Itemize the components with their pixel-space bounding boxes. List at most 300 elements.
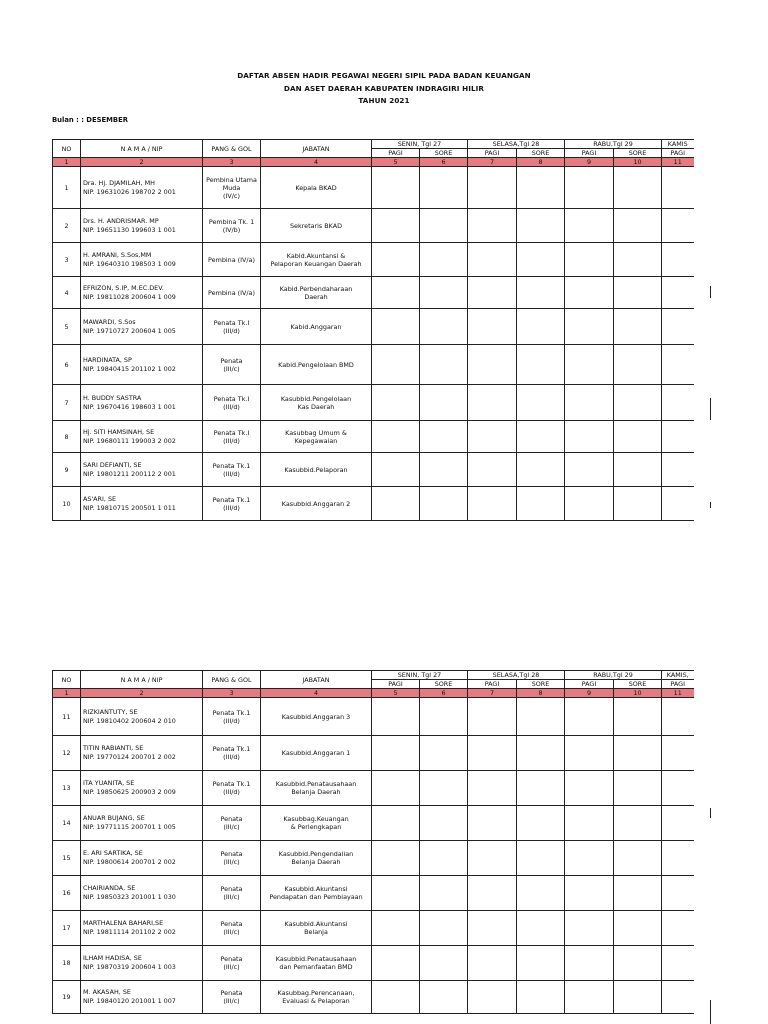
attendance-cell[interactable] xyxy=(468,736,517,771)
attendance-cell[interactable] xyxy=(372,911,420,946)
attendance-cell[interactable] xyxy=(517,421,565,453)
jabatan-line: Belanja Daerah xyxy=(291,858,341,866)
attendance-cell[interactable] xyxy=(614,841,662,876)
pangkat-line: (III/d) xyxy=(223,716,240,725)
row-jabatan xyxy=(261,453,372,487)
attendance-cell[interactable] xyxy=(468,243,517,277)
pangkat-line: Penata xyxy=(220,815,243,823)
jabatan-line: Kepegawaian xyxy=(294,436,338,445)
attendance-cell[interactable] xyxy=(420,243,468,277)
row-jabatan xyxy=(261,487,372,521)
attendance-cell[interactable] xyxy=(468,911,517,946)
attendance-cell[interactable] xyxy=(662,167,694,209)
row-pangkat xyxy=(203,698,261,736)
attendance-cell[interactable] xyxy=(420,841,468,876)
attendance-cell[interactable] xyxy=(614,385,662,421)
pangkat-line: Penata Tk.I xyxy=(213,318,250,327)
table-row xyxy=(53,736,694,771)
pangkat-line: Penata xyxy=(220,955,243,963)
attendance-cell[interactable] xyxy=(420,698,468,736)
attendance-cell[interactable] xyxy=(614,981,662,1014)
row-no: 6 xyxy=(53,345,81,385)
attendance-cell[interactable] xyxy=(662,453,694,487)
edge-mark xyxy=(710,808,711,818)
attendance-cell[interactable] xyxy=(517,698,565,736)
attendance-cell[interactable] xyxy=(372,243,420,277)
attendance-cell[interactable] xyxy=(662,209,694,243)
employee-name: ILHAM HADISA, SE xyxy=(83,954,142,962)
row-pangkat xyxy=(203,309,261,345)
row-nama-nip xyxy=(81,421,203,453)
attendance-cell[interactable] xyxy=(614,243,662,277)
jabatan-line: Daerah xyxy=(304,292,328,301)
pangkat-line: Penata xyxy=(220,989,243,997)
employee-name: Drs. H. ANDRISMAR. MP xyxy=(83,216,159,225)
attendance-cell[interactable] xyxy=(662,385,694,421)
header-pagi: PAGI xyxy=(565,149,614,158)
attendance-cell[interactable] xyxy=(614,487,662,521)
attendance-cell[interactable] xyxy=(372,167,420,209)
table-row xyxy=(53,309,694,345)
attendance-cell[interactable] xyxy=(565,385,614,421)
row-no: 18 xyxy=(53,946,81,981)
attendance-cell[interactable] xyxy=(420,487,468,521)
attendance-cell[interactable] xyxy=(420,806,468,841)
table-row xyxy=(53,771,694,806)
attendance-cell[interactable] xyxy=(565,421,614,453)
attendance-cell[interactable] xyxy=(614,209,662,243)
employee-name: Dra. Hj. DJAMILAH, MH xyxy=(83,178,155,187)
table-row xyxy=(53,946,694,981)
jabatan-line: Kepala BKAD xyxy=(295,183,337,192)
attendance-cell[interactable] xyxy=(662,736,694,771)
attendance-cell[interactable] xyxy=(517,167,565,209)
row-nama-nip xyxy=(81,771,203,806)
attendance-cell[interactable] xyxy=(662,277,694,309)
row-nama-nip xyxy=(81,453,203,487)
attendance-cell[interactable] xyxy=(565,841,614,876)
attendance-cell[interactable] xyxy=(662,841,694,876)
attendance-cell[interactable] xyxy=(565,309,614,345)
pangkat-line: Penata xyxy=(220,920,243,928)
attendance-cell[interactable] xyxy=(372,981,420,1014)
pangkat-line: (III/d) xyxy=(223,788,240,796)
colnum: 4 xyxy=(261,689,372,698)
row-pangkat xyxy=(203,421,261,453)
colnum: 8 xyxy=(517,158,565,167)
row-pangkat xyxy=(203,736,261,771)
row-pangkat xyxy=(203,946,261,981)
attendance-cell[interactable] xyxy=(662,345,694,385)
attendance-cell[interactable] xyxy=(614,736,662,771)
pangkat-line: Penata Tk.1 xyxy=(212,461,251,470)
header-selasa: SELASA,Tgl 28 xyxy=(468,671,565,680)
pangkat-line: Penata Tk.1 xyxy=(212,745,251,753)
jabatan-line: Kabid.Pengelolaan BMD xyxy=(278,360,354,369)
pangkat-line: (III/c) xyxy=(223,928,240,936)
row-jabatan xyxy=(261,385,372,421)
table-row xyxy=(53,453,694,487)
header-jabatan: JABATAN xyxy=(261,140,372,158)
employee-name: ITA YUANITA, SE xyxy=(83,779,135,787)
employee-nip: NIP. 19810402 200604 2 010 xyxy=(83,716,176,725)
pangkat-line: Penata xyxy=(220,885,243,893)
row-pangkat xyxy=(203,771,261,806)
attendance-cell[interactable] xyxy=(565,345,614,385)
row-jabatan xyxy=(261,345,372,385)
attendance-cell[interactable] xyxy=(420,771,468,806)
row-jabatan xyxy=(261,911,372,946)
attendance-cell[interactable] xyxy=(420,385,468,421)
attendance-cell[interactable] xyxy=(372,806,420,841)
attendance-cell[interactable] xyxy=(614,345,662,385)
attendance-cell[interactable] xyxy=(372,487,420,521)
table-row xyxy=(53,209,694,243)
table-row xyxy=(53,167,694,209)
colnum: 1 xyxy=(53,689,81,698)
employee-name: ANUAR BUJANG, SE xyxy=(83,814,145,822)
header-sore: SORE xyxy=(517,680,565,689)
attendance-cell[interactable] xyxy=(517,309,565,345)
attendance-cell[interactable] xyxy=(468,421,517,453)
attendance-cell[interactable] xyxy=(614,698,662,736)
attendance-cell[interactable] xyxy=(420,345,468,385)
attendance-cell[interactable] xyxy=(565,698,614,736)
attendance-cell[interactable] xyxy=(565,243,614,277)
attendance-cell[interactable] xyxy=(420,277,468,309)
employee-nip: NIP. 19640310 198503 1 009 xyxy=(83,259,176,268)
attendance-cell[interactable] xyxy=(662,876,694,911)
row-no: 15 xyxy=(53,841,81,876)
row-pangkat xyxy=(203,167,261,209)
jabatan-line: Kasubbid.Pengendalian xyxy=(278,850,354,858)
attendance-cell[interactable] xyxy=(614,911,662,946)
colnum: 11 xyxy=(662,158,694,167)
employee-name: E. ARI SARTIKA, SE xyxy=(83,849,143,857)
jabatan-line: Kasubbid.Akuntansi xyxy=(284,920,348,928)
employee-name: RIZKIANTUTY, SE xyxy=(83,707,138,716)
row-no: 1 xyxy=(53,167,81,209)
attendance-cell[interactable] xyxy=(372,698,420,736)
attendance-cell[interactable] xyxy=(372,421,420,453)
employee-name: H. AMRANI, S.Sos,MM xyxy=(83,250,152,259)
attendance-cell[interactable] xyxy=(468,277,517,309)
employee-nip: NIP. 19631026 198702 2 001 xyxy=(83,187,176,196)
attendance-cell[interactable] xyxy=(662,698,694,736)
attendance-cell[interactable] xyxy=(565,277,614,309)
attendance-cell[interactable] xyxy=(565,806,614,841)
pangkat-line: (III/d) xyxy=(223,503,240,512)
attendance-cell[interactable] xyxy=(614,876,662,911)
attendance-cell[interactable] xyxy=(614,421,662,453)
row-jabatan xyxy=(261,698,372,736)
jabatan-line: Evaluasi & Pelaporan xyxy=(282,997,350,1005)
attendance-cell[interactable] xyxy=(468,385,517,421)
attendance-cell[interactable] xyxy=(517,243,565,277)
pangkat-line: Pembina (IV/a) xyxy=(208,255,255,264)
attendance-cell[interactable] xyxy=(468,771,517,806)
attendance-cell[interactable] xyxy=(420,421,468,453)
jabatan-line: Pendapatan dan Pembiayaan xyxy=(269,893,363,901)
attendance-cell[interactable] xyxy=(420,911,468,946)
employee-name: H. BUDDY SASTRA xyxy=(83,393,142,402)
attendance-cell[interactable] xyxy=(420,876,468,911)
jabatan-line: Belanja xyxy=(304,928,328,936)
header-rabu: RABU,Tgl 29 xyxy=(565,140,662,149)
jabatan-line: Kasubbid.Pengelolaan xyxy=(280,394,352,403)
attendance-cell[interactable] xyxy=(372,453,420,487)
employee-name: AS'ARI, SE xyxy=(83,494,117,503)
row-pangkat xyxy=(203,385,261,421)
attendance-cell[interactable] xyxy=(468,487,517,521)
attendance-cell[interactable] xyxy=(420,209,468,243)
attendance-cell[interactable] xyxy=(614,167,662,209)
header-rabu: RABU,Tgl 29 xyxy=(565,671,662,680)
attendance-cell[interactable] xyxy=(565,453,614,487)
attendance-cell[interactable] xyxy=(662,806,694,841)
attendance-cell[interactable] xyxy=(517,771,565,806)
attendance-cell[interactable] xyxy=(517,946,565,981)
employee-name: Hj. SITI HAMSINAH, SE xyxy=(83,427,155,436)
table-row xyxy=(53,385,694,421)
attendance-cell[interactable] xyxy=(517,345,565,385)
row-jabatan xyxy=(261,243,372,277)
table-row xyxy=(53,698,694,736)
attendance-cell[interactable] xyxy=(468,981,517,1014)
attendance-cell[interactable] xyxy=(565,876,614,911)
employee-nip: NIP. 19811028 200604 1 009 xyxy=(83,292,176,301)
row-no: 4 xyxy=(53,277,81,309)
attendance-cell[interactable] xyxy=(372,309,420,345)
attendance-cell[interactable] xyxy=(468,309,517,345)
pangkat-line: Penata xyxy=(220,850,243,858)
attendance-cell[interactable] xyxy=(565,911,614,946)
row-jabatan xyxy=(261,771,372,806)
employee-nip: NIP. 19710727 200604 1 005 xyxy=(83,326,176,335)
pangkat-line: (III/c) xyxy=(223,893,240,901)
employee-nip: NIP. 19771115 200701 1 005 xyxy=(83,823,176,831)
attendance-cell[interactable] xyxy=(468,698,517,736)
attendance-cell[interactable] xyxy=(517,806,565,841)
row-no: 14 xyxy=(53,806,81,841)
attendance-cell[interactable] xyxy=(517,981,565,1014)
row-pangkat xyxy=(203,345,261,385)
attendance-cell[interactable] xyxy=(372,277,420,309)
header-nama: N A M A / NIP xyxy=(81,140,203,158)
header-sore: SORE xyxy=(614,680,662,689)
attendance-cell[interactable] xyxy=(565,981,614,1014)
attendance-cell[interactable] xyxy=(517,277,565,309)
row-nama-nip xyxy=(81,309,203,345)
jabatan-line: Sekretaris BKAD xyxy=(289,221,343,230)
pangkat-line: (IV/b) xyxy=(222,225,241,234)
jabatan-line: Kasubbid.Penatausahaan xyxy=(275,780,357,788)
attendance-cell[interactable] xyxy=(662,911,694,946)
attendance-table-2 xyxy=(52,670,694,1014)
table-row xyxy=(53,806,694,841)
attendance-cell[interactable] xyxy=(517,736,565,771)
attendance-cell[interactable] xyxy=(468,876,517,911)
pangkat-line: (III/c) xyxy=(223,858,240,866)
pangkat-line: Pembina Utama xyxy=(206,175,257,184)
pangkat-line: Pembina (IV/a) xyxy=(208,288,255,297)
attendance-cell[interactable] xyxy=(565,209,614,243)
jabatan-line: & Perlengkapan xyxy=(290,823,342,831)
colnum: 8 xyxy=(517,689,565,698)
attendance-cell[interactable] xyxy=(565,736,614,771)
header-no: NO xyxy=(53,671,81,689)
pangkat-line: (III/d) xyxy=(223,326,240,335)
attendance-cell[interactable] xyxy=(662,487,694,521)
attendance-cell[interactable] xyxy=(662,981,694,1014)
pangkat-line: Penata Tk.I xyxy=(213,394,250,403)
attendance-cell[interactable] xyxy=(614,309,662,345)
attendance-cell[interactable] xyxy=(372,841,420,876)
row-nama-nip xyxy=(81,277,203,309)
header-selasa: SELASA,Tgl 28 xyxy=(468,140,565,149)
attendance-cell[interactable] xyxy=(517,209,565,243)
attendance-cell[interactable] xyxy=(420,453,468,487)
attendance-cell[interactable] xyxy=(517,841,565,876)
table-row xyxy=(53,487,694,521)
attendance-cell[interactable] xyxy=(614,771,662,806)
jabatan-line: Kasubbid.Anggaran 1 xyxy=(281,749,351,757)
attendance-cell[interactable] xyxy=(517,453,565,487)
row-pangkat xyxy=(203,841,261,876)
row-pangkat xyxy=(203,277,261,309)
jabatan-line: Kasubbag Umum & xyxy=(285,428,347,437)
attendance-cell[interactable] xyxy=(565,771,614,806)
table-row xyxy=(53,841,694,876)
row-nama-nip xyxy=(81,911,203,946)
attendance-cell[interactable] xyxy=(420,981,468,1014)
attendance-cell[interactable] xyxy=(614,806,662,841)
attendance-cell[interactable] xyxy=(468,453,517,487)
row-pangkat xyxy=(203,209,261,243)
row-jabatan xyxy=(261,309,372,345)
employee-nip: NIP. 19651130 199603 1 001 xyxy=(83,225,176,234)
table-row xyxy=(53,981,694,1014)
employee-name: TITIN RABIANTI, SE xyxy=(83,744,144,752)
header-kamis: KAMIS, xyxy=(662,671,694,680)
attendance-cell[interactable] xyxy=(372,736,420,771)
row-no: 16 xyxy=(53,876,81,911)
header-kamis: KAMIS xyxy=(662,140,694,149)
attendance-cell[interactable] xyxy=(372,385,420,421)
colnum: 3 xyxy=(203,158,261,167)
attendance-cell[interactable] xyxy=(372,876,420,911)
attendance-cell[interactable] xyxy=(662,771,694,806)
attendance-cell[interactable] xyxy=(420,736,468,771)
pangkat-line: (III/c) xyxy=(223,997,240,1005)
pangkat-line: Penata Tk.1 xyxy=(212,780,251,788)
attendance-table-1 xyxy=(52,139,694,521)
attendance-cell[interactable] xyxy=(372,946,420,981)
row-jabatan xyxy=(261,167,372,209)
attendance-cell[interactable] xyxy=(420,309,468,345)
attendance-cell[interactable] xyxy=(420,946,468,981)
header-pagi: PAGI xyxy=(565,680,614,689)
attendance-cell[interactable] xyxy=(372,345,420,385)
attendance-cell[interactable] xyxy=(517,911,565,946)
pangkat-line: (III/d) xyxy=(223,402,240,411)
row-no: 11 xyxy=(53,698,81,736)
pangkat-line: Muda xyxy=(222,183,241,192)
colnum: 7 xyxy=(468,689,517,698)
attendance-cell[interactable] xyxy=(468,841,517,876)
jabatan-line: Kas Daerah xyxy=(297,402,335,411)
header-pang: PANG & GOL xyxy=(203,140,261,158)
attendance-cell[interactable] xyxy=(565,946,614,981)
header-pagi: PAGI xyxy=(468,680,517,689)
row-nama-nip xyxy=(81,736,203,771)
row-jabatan xyxy=(261,981,372,1014)
attendance-cell[interactable] xyxy=(468,209,517,243)
row-pangkat xyxy=(203,876,261,911)
edge-mark xyxy=(710,398,711,420)
attendance-cell[interactable] xyxy=(420,167,468,209)
row-no: 13 xyxy=(53,771,81,806)
employee-name: SARI DEFIANTI, SE xyxy=(83,460,142,469)
header-pagi: PAGI xyxy=(468,149,517,158)
colnum: 5 xyxy=(372,158,420,167)
attendance-cell[interactable] xyxy=(662,421,694,453)
attendance-cell[interactable] xyxy=(662,946,694,981)
attendance-cell[interactable] xyxy=(468,167,517,209)
colnum: 6 xyxy=(420,158,468,167)
attendance-cell[interactable] xyxy=(372,771,420,806)
attendance-cell[interactable] xyxy=(468,345,517,385)
attendance-cell[interactable] xyxy=(517,487,565,521)
attendance-cell[interactable] xyxy=(662,309,694,345)
colnum: 10 xyxy=(614,158,662,167)
attendance-cell[interactable] xyxy=(517,385,565,421)
attendance-cell[interactable] xyxy=(565,487,614,521)
row-jabatan xyxy=(261,806,372,841)
row-jabatan xyxy=(261,736,372,771)
pangkat-line: (III/c) xyxy=(223,364,240,373)
row-jabatan xyxy=(261,946,372,981)
jabatan-line: Kasubbid.Anggaran 3 xyxy=(281,712,351,721)
row-nama-nip xyxy=(81,698,203,736)
colnum: 4 xyxy=(261,158,372,167)
attendance-cell[interactable] xyxy=(662,243,694,277)
row-pangkat xyxy=(203,981,261,1014)
attendance-cell[interactable] xyxy=(372,209,420,243)
attendance-cell[interactable] xyxy=(614,946,662,981)
jabatan-line: Kasubbag.Perencanaan, xyxy=(277,989,355,997)
attendance-cell[interactable] xyxy=(468,946,517,981)
attendance-cell[interactable] xyxy=(565,167,614,209)
header-senin: SENIN, Tgl 27 xyxy=(372,140,468,149)
attendance-cell[interactable] xyxy=(517,876,565,911)
attendance-cell[interactable] xyxy=(614,277,662,309)
row-no: 7 xyxy=(53,385,81,421)
jabatan-line: Pelaporan Keuangan Daerah xyxy=(270,259,362,268)
edge-mark xyxy=(710,286,711,298)
row-no: 19 xyxy=(53,981,81,1014)
attendance-cell[interactable] xyxy=(468,806,517,841)
pangkat-line: (III/d) xyxy=(223,436,240,445)
row-nama-nip xyxy=(81,981,203,1014)
row-pangkat xyxy=(203,911,261,946)
attendance-cell[interactable] xyxy=(614,453,662,487)
row-nama-nip xyxy=(81,841,203,876)
row-jabatan xyxy=(261,841,372,876)
jabatan-line: Kabid.Anggaran xyxy=(290,322,342,331)
row-nama-nip xyxy=(81,806,203,841)
row-nama-nip xyxy=(81,487,203,521)
